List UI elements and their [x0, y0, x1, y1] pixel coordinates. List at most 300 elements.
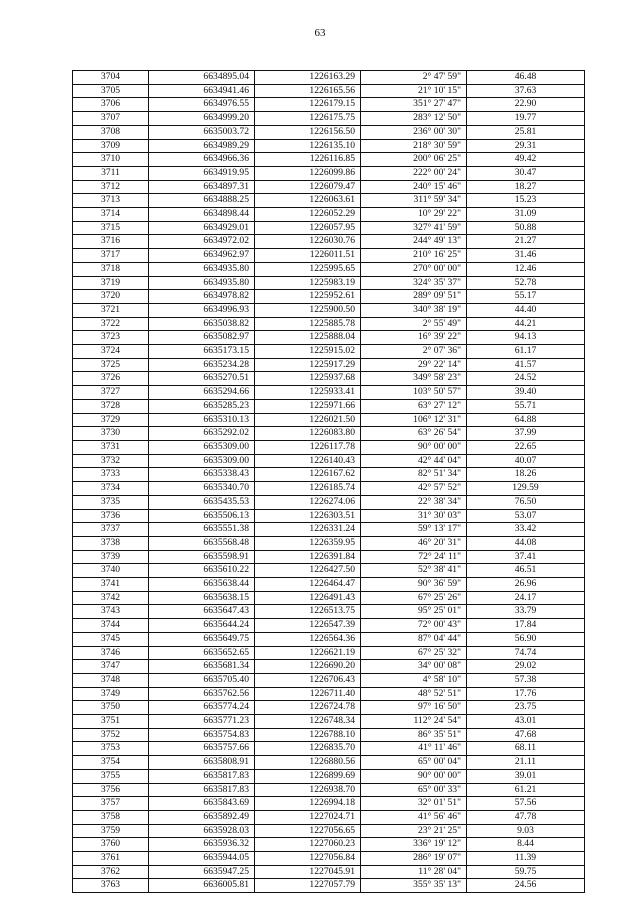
distance-cell: 129.59	[467, 482, 585, 496]
bearing-cell: 59° 13' 17"	[361, 523, 467, 537]
point-id-cell: 3716	[73, 235, 149, 249]
x-coordinate-cell: 6635652.65	[149, 646, 255, 660]
y-coordinate-cell: 1226179.15	[255, 98, 361, 112]
x-coordinate-cell: 6635598.91	[149, 550, 255, 564]
distance-cell: 43.01	[467, 715, 585, 729]
bearing-cell: 46° 20' 31"	[361, 536, 467, 550]
x-coordinate-cell: 6634941.46	[149, 84, 255, 98]
table-row	[73, 783, 585, 797]
bearing-cell: 21° 10' 15"	[361, 84, 467, 98]
table-row	[73, 194, 585, 208]
distance-cell: 57.56	[467, 797, 585, 811]
distance-cell: 46.51	[467, 564, 585, 578]
table-row	[73, 838, 585, 852]
y-coordinate-cell: 1226175.75	[255, 112, 361, 126]
bearing-cell: 48° 52' 51"	[361, 687, 467, 701]
distance-cell: 17.84	[467, 619, 585, 633]
bearing-cell: 240° 15' 46"	[361, 180, 467, 194]
bearing-cell: 327° 41' 59"	[361, 221, 467, 235]
point-id-cell: 3706	[73, 98, 149, 112]
x-coordinate-cell: 6635944.05	[149, 852, 255, 866]
x-coordinate-cell: 6635638.44	[149, 578, 255, 592]
point-id-cell: 3734	[73, 482, 149, 496]
x-coordinate-cell: 6635774.24	[149, 701, 255, 715]
distance-cell: 18.26	[467, 468, 585, 482]
table-row	[73, 399, 585, 413]
y-coordinate-cell: 1226994.18	[255, 797, 361, 811]
x-coordinate-cell: 6634962.97	[149, 249, 255, 263]
distance-cell: 55.17	[467, 290, 585, 304]
y-coordinate-cell: 1226331.24	[255, 523, 361, 537]
distance-cell: 55.71	[467, 399, 585, 413]
table-row	[73, 852, 585, 866]
y-coordinate-cell: 1225915.02	[255, 345, 361, 359]
point-id-cell: 3727	[73, 386, 149, 400]
table-row	[73, 646, 585, 660]
bearing-cell: 16° 39' 22"	[361, 331, 467, 345]
distance-cell: 41.57	[467, 358, 585, 372]
table-row	[73, 550, 585, 564]
bearing-cell: 2° 07' 36"	[361, 345, 467, 359]
bearing-cell: 86° 35' 51"	[361, 728, 467, 742]
table-row	[73, 345, 585, 359]
y-coordinate-cell: 1225952.61	[255, 290, 361, 304]
y-coordinate-cell: 1226706.43	[255, 673, 361, 687]
distance-cell: 17.76	[467, 687, 585, 701]
distance-cell: 52.78	[467, 276, 585, 290]
y-coordinate-cell: 1226057.95	[255, 221, 361, 235]
point-id-cell: 3728	[73, 399, 149, 413]
point-id-cell: 3715	[73, 221, 149, 235]
bearing-cell: 103° 50' 57"	[361, 386, 467, 400]
distance-cell: 64.88	[467, 413, 585, 427]
table-row	[73, 71, 585, 85]
distance-cell: 22.65	[467, 440, 585, 454]
point-id-cell: 3738	[73, 536, 149, 550]
y-coordinate-cell: 1226163.29	[255, 71, 361, 85]
table-row	[73, 578, 585, 592]
point-id-cell: 3708	[73, 125, 149, 139]
y-coordinate-cell: 1226135.10	[255, 139, 361, 153]
bearing-cell: 95° 25' 01"	[361, 605, 467, 619]
y-coordinate-cell: 1226274.06	[255, 495, 361, 509]
point-id-cell: 3724	[73, 345, 149, 359]
x-coordinate-cell: 6634895.04	[149, 71, 255, 85]
y-coordinate-cell: 1226564.36	[255, 632, 361, 646]
bearing-cell: 351° 27' 47"	[361, 98, 467, 112]
point-id-cell: 3731	[73, 440, 149, 454]
distance-cell: 8.44	[467, 838, 585, 852]
point-id-cell: 3742	[73, 591, 149, 605]
y-coordinate-cell: 1226011.51	[255, 249, 361, 263]
table-row	[73, 98, 585, 112]
point-id-cell: 3732	[73, 454, 149, 468]
x-coordinate-cell: 6635610.22	[149, 564, 255, 578]
table-row	[73, 413, 585, 427]
page-number: 63	[314, 27, 326, 39]
point-id-cell: 3754	[73, 756, 149, 770]
y-coordinate-cell: 1226117.78	[255, 440, 361, 454]
point-id-cell: 3753	[73, 742, 149, 756]
point-id-cell: 3740	[73, 564, 149, 578]
table-row	[73, 372, 585, 386]
table-row	[73, 482, 585, 496]
bearing-cell: 112° 24' 54"	[361, 715, 467, 729]
x-coordinate-cell: 6635003.72	[149, 125, 255, 139]
distance-cell: 33.79	[467, 605, 585, 619]
y-coordinate-cell: 1226880.56	[255, 756, 361, 770]
x-coordinate-cell: 6635310.13	[149, 413, 255, 427]
table-row	[73, 276, 585, 290]
distance-cell: 24.56	[467, 879, 585, 893]
x-coordinate-cell: 6635808.91	[149, 756, 255, 770]
distance-cell: 40.07	[467, 454, 585, 468]
x-coordinate-cell: 6635173.15	[149, 345, 255, 359]
table-row	[73, 427, 585, 441]
table-row	[73, 728, 585, 742]
y-coordinate-cell: 1227045.91	[255, 865, 361, 879]
x-coordinate-cell: 6634978.82	[149, 290, 255, 304]
bearing-cell: 244° 49' 13"	[361, 235, 467, 249]
point-id-cell: 3736	[73, 509, 149, 523]
y-coordinate-cell: 1226427.50	[255, 564, 361, 578]
point-id-cell: 3718	[73, 262, 149, 276]
x-coordinate-cell: 6634935.80	[149, 262, 255, 276]
point-id-cell: 3712	[73, 180, 149, 194]
x-coordinate-cell: 6635082.97	[149, 331, 255, 345]
point-id-cell: 3744	[73, 619, 149, 633]
x-coordinate-cell: 6635681.34	[149, 660, 255, 674]
point-id-cell: 3710	[73, 153, 149, 167]
table-row	[73, 865, 585, 879]
y-coordinate-cell: 1226359.95	[255, 536, 361, 550]
point-id-cell: 3750	[73, 701, 149, 715]
distance-cell: 50.88	[467, 221, 585, 235]
distance-cell: 31.46	[467, 249, 585, 263]
bearing-cell: 42° 44' 04"	[361, 454, 467, 468]
y-coordinate-cell: 1225888.04	[255, 331, 361, 345]
y-coordinate-cell: 1227056.65	[255, 824, 361, 838]
distance-cell: 49.42	[467, 153, 585, 167]
distance-cell: 22.90	[467, 98, 585, 112]
point-id-cell: 3721	[73, 303, 149, 317]
distance-cell: 46.48	[467, 71, 585, 85]
table-row	[73, 591, 585, 605]
y-coordinate-cell: 1226052.29	[255, 208, 361, 222]
distance-cell: 44.40	[467, 303, 585, 317]
point-id-cell: 3743	[73, 605, 149, 619]
distance-cell: 47.68	[467, 728, 585, 742]
point-id-cell: 3735	[73, 495, 149, 509]
bearing-cell: 90° 00' 00"	[361, 440, 467, 454]
point-id-cell: 3713	[73, 194, 149, 208]
point-id-cell: 3719	[73, 276, 149, 290]
bearing-cell: 10° 29' 22"	[361, 208, 467, 222]
x-coordinate-cell: 6635551.38	[149, 523, 255, 537]
y-coordinate-cell: 1226513.75	[255, 605, 361, 619]
y-coordinate-cell: 1226899.69	[255, 769, 361, 783]
x-coordinate-cell: 6635568.48	[149, 536, 255, 550]
x-coordinate-cell: 6634996.93	[149, 303, 255, 317]
x-coordinate-cell: 6634972.02	[149, 235, 255, 249]
distance-cell: 61.17	[467, 345, 585, 359]
y-coordinate-cell: 1226690.20	[255, 660, 361, 674]
table-row	[73, 687, 585, 701]
distance-cell: 59.75	[467, 865, 585, 879]
x-coordinate-cell: 6634989.29	[149, 139, 255, 153]
x-coordinate-cell: 6634919.95	[149, 166, 255, 180]
point-id-cell: 3757	[73, 797, 149, 811]
x-coordinate-cell: 6635340.70	[149, 482, 255, 496]
x-coordinate-cell: 6635435.53	[149, 495, 255, 509]
table-row	[73, 715, 585, 729]
x-coordinate-cell: 6635270.51	[149, 372, 255, 386]
bearing-cell: 32° 01' 51"	[361, 797, 467, 811]
table-row	[73, 208, 585, 222]
y-coordinate-cell: 1227024.71	[255, 810, 361, 824]
coordinates-table-body	[73, 71, 585, 893]
point-id-cell: 3733	[73, 468, 149, 482]
table-row	[73, 564, 585, 578]
point-id-cell: 3751	[73, 715, 149, 729]
bearing-cell: 23° 21' 25"	[361, 824, 467, 838]
x-coordinate-cell: 6634898.44	[149, 208, 255, 222]
bearing-cell: 2° 55' 49"	[361, 317, 467, 331]
table-row	[73, 756, 585, 770]
bearing-cell: 355° 35' 13"	[361, 879, 467, 893]
y-coordinate-cell: 1226156.50	[255, 125, 361, 139]
point-id-cell: 3747	[73, 660, 149, 674]
x-coordinate-cell: 6635892.49	[149, 810, 255, 824]
y-coordinate-cell: 1226167.62	[255, 468, 361, 482]
x-coordinate-cell: 6635309.00	[149, 454, 255, 468]
bearing-cell: 72° 00' 43"	[361, 619, 467, 633]
table-row	[73, 509, 585, 523]
y-coordinate-cell: 1226547.39	[255, 619, 361, 633]
y-coordinate-cell: 1226185.74	[255, 482, 361, 496]
table-row	[73, 824, 585, 838]
y-coordinate-cell: 1226621.19	[255, 646, 361, 660]
coordinates-table	[72, 70, 585, 893]
bearing-cell: 67° 25' 32"	[361, 646, 467, 660]
y-coordinate-cell: 1225933.41	[255, 386, 361, 400]
x-coordinate-cell: 6635338.43	[149, 468, 255, 482]
table-row	[73, 536, 585, 550]
distance-cell: 26.96	[467, 578, 585, 592]
distance-cell: 37.41	[467, 550, 585, 564]
bearing-cell: 52° 38' 41"	[361, 564, 467, 578]
point-id-cell: 3761	[73, 852, 149, 866]
table-row	[73, 303, 585, 317]
table-row	[73, 290, 585, 304]
x-coordinate-cell: 6635771.23	[149, 715, 255, 729]
distance-cell: 56.90	[467, 632, 585, 646]
point-id-cell: 3749	[73, 687, 149, 701]
distance-cell: 21.27	[467, 235, 585, 249]
distance-cell: 15.23	[467, 194, 585, 208]
point-id-cell: 3762	[73, 865, 149, 879]
bearing-cell: 29° 22' 14"	[361, 358, 467, 372]
bearing-cell: 286° 19' 07"	[361, 852, 467, 866]
table-row	[73, 769, 585, 783]
y-coordinate-cell: 1226116.85	[255, 153, 361, 167]
x-coordinate-cell: 6635294.66	[149, 386, 255, 400]
table-row	[73, 742, 585, 756]
bearing-cell: 200° 06' 25"	[361, 153, 467, 167]
distance-cell: 30.47	[467, 166, 585, 180]
x-coordinate-cell: 6634966.36	[149, 153, 255, 167]
table-row	[73, 331, 585, 345]
table-row	[73, 166, 585, 180]
point-id-cell: 3704	[73, 71, 149, 85]
x-coordinate-cell: 6635757.66	[149, 742, 255, 756]
distance-cell: 39.40	[467, 386, 585, 400]
y-coordinate-cell: 1225983.19	[255, 276, 361, 290]
bearing-cell: 283° 12' 50"	[361, 112, 467, 126]
distance-cell: 44.08	[467, 536, 585, 550]
x-coordinate-cell: 6636005.81	[149, 879, 255, 893]
x-coordinate-cell: 6634888.25	[149, 194, 255, 208]
distance-cell: 57.38	[467, 673, 585, 687]
table-row	[73, 673, 585, 687]
bearing-cell: 97° 16' 50"	[361, 701, 467, 715]
distance-cell: 33.42	[467, 523, 585, 537]
x-coordinate-cell: 6635644.24	[149, 619, 255, 633]
y-coordinate-cell: 1226083.80	[255, 427, 361, 441]
distance-cell: 19.77	[467, 112, 585, 126]
y-coordinate-cell: 1225885.78	[255, 317, 361, 331]
table-row	[73, 701, 585, 715]
bearing-cell: 4° 58' 10"	[361, 673, 467, 687]
bearing-cell: 65° 00' 04"	[361, 756, 467, 770]
distance-cell: 39.01	[467, 769, 585, 783]
point-id-cell: 3717	[73, 249, 149, 263]
bearing-cell: 82° 51' 34"	[361, 468, 467, 482]
x-coordinate-cell: 6634999.20	[149, 112, 255, 126]
point-id-cell: 3705	[73, 84, 149, 98]
bearing-cell: 11° 28' 04"	[361, 865, 467, 879]
bearing-cell: 67° 25' 26"	[361, 591, 467, 605]
y-coordinate-cell: 1226724.78	[255, 701, 361, 715]
y-coordinate-cell: 1227057.79	[255, 879, 361, 893]
distance-cell: 31.09	[467, 208, 585, 222]
bearing-cell: 72° 24' 11"	[361, 550, 467, 564]
x-coordinate-cell: 6635947.25	[149, 865, 255, 879]
point-id-cell: 3745	[73, 632, 149, 646]
y-coordinate-cell: 1225937.68	[255, 372, 361, 386]
table-row	[73, 810, 585, 824]
table-row	[73, 112, 585, 126]
x-coordinate-cell: 6634897.31	[149, 180, 255, 194]
point-id-cell: 3709	[73, 139, 149, 153]
bearing-cell: 63° 26' 54"	[361, 427, 467, 441]
y-coordinate-cell: 1226391.84	[255, 550, 361, 564]
distance-cell: 53.07	[467, 509, 585, 523]
x-coordinate-cell: 6634976.55	[149, 98, 255, 112]
bearing-cell: 65° 00' 33"	[361, 783, 467, 797]
point-id-cell: 3759	[73, 824, 149, 838]
bearing-cell: 349° 58' 23"	[361, 372, 467, 386]
distance-cell: 29.02	[467, 660, 585, 674]
point-id-cell: 3763	[73, 879, 149, 893]
distance-cell: 76.50	[467, 495, 585, 509]
table-row	[73, 619, 585, 633]
distance-cell: 24.52	[467, 372, 585, 386]
y-coordinate-cell: 1226063.61	[255, 194, 361, 208]
distance-cell: 74.74	[467, 646, 585, 660]
table-row	[73, 317, 585, 331]
point-id-cell: 3748	[73, 673, 149, 687]
y-coordinate-cell: 1226021.50	[255, 413, 361, 427]
point-id-cell: 3730	[73, 427, 149, 441]
bearing-cell: 90° 00' 00"	[361, 769, 467, 783]
table-row	[73, 262, 585, 276]
point-id-cell: 3752	[73, 728, 149, 742]
bearing-cell: 270° 00' 00"	[361, 262, 467, 276]
y-coordinate-cell: 1226491.43	[255, 591, 361, 605]
y-coordinate-cell: 1226099.86	[255, 166, 361, 180]
point-id-cell: 3729	[73, 413, 149, 427]
point-id-cell: 3722	[73, 317, 149, 331]
bearing-cell: 63° 27' 12"	[361, 399, 467, 413]
bearing-cell: 336° 19' 12"	[361, 838, 467, 852]
table-row	[73, 249, 585, 263]
bearing-cell: 218° 30' 59"	[361, 139, 467, 153]
bearing-cell: 31° 30' 03"	[361, 509, 467, 523]
point-id-cell: 3741	[73, 578, 149, 592]
distance-cell: 18.27	[467, 180, 585, 194]
table-row	[73, 84, 585, 98]
x-coordinate-cell: 6635309.00	[149, 440, 255, 454]
distance-cell: 94.13	[467, 331, 585, 345]
table-row	[73, 632, 585, 646]
table-row	[73, 797, 585, 811]
y-coordinate-cell: 1226938.70	[255, 783, 361, 797]
bearing-cell: 106° 12' 31"	[361, 413, 467, 427]
bearing-cell: 42° 57' 52"	[361, 482, 467, 496]
table-row	[73, 125, 585, 139]
x-coordinate-cell: 6635817.83	[149, 783, 255, 797]
bearing-cell: 311° 59' 34"	[361, 194, 467, 208]
bearing-cell: 222° 00' 24"	[361, 166, 467, 180]
table-row	[73, 221, 585, 235]
distance-cell: 24.17	[467, 591, 585, 605]
x-coordinate-cell: 6635928.03	[149, 824, 255, 838]
distance-cell: 68.11	[467, 742, 585, 756]
y-coordinate-cell: 1227060.23	[255, 838, 361, 852]
point-id-cell: 3760	[73, 838, 149, 852]
x-coordinate-cell: 6635506.13	[149, 509, 255, 523]
table-row	[73, 468, 585, 482]
x-coordinate-cell: 6634935.80	[149, 276, 255, 290]
bearing-cell: 324° 35' 37"	[361, 276, 467, 290]
table-row	[73, 454, 585, 468]
table-row	[73, 358, 585, 372]
x-coordinate-cell: 6635647.43	[149, 605, 255, 619]
distance-cell: 37.99	[467, 427, 585, 441]
distance-cell: 47.78	[467, 810, 585, 824]
distance-cell: 37.63	[467, 84, 585, 98]
table-row	[73, 495, 585, 509]
distance-cell: 25.81	[467, 125, 585, 139]
y-coordinate-cell: 1226835.70	[255, 742, 361, 756]
y-coordinate-cell: 1226748.34	[255, 715, 361, 729]
bearing-cell: 340° 38' 19"	[361, 303, 467, 317]
x-coordinate-cell: 6635038.82	[149, 317, 255, 331]
point-id-cell: 3746	[73, 646, 149, 660]
point-id-cell: 3755	[73, 769, 149, 783]
bearing-cell: 22° 38' 34"	[361, 495, 467, 509]
